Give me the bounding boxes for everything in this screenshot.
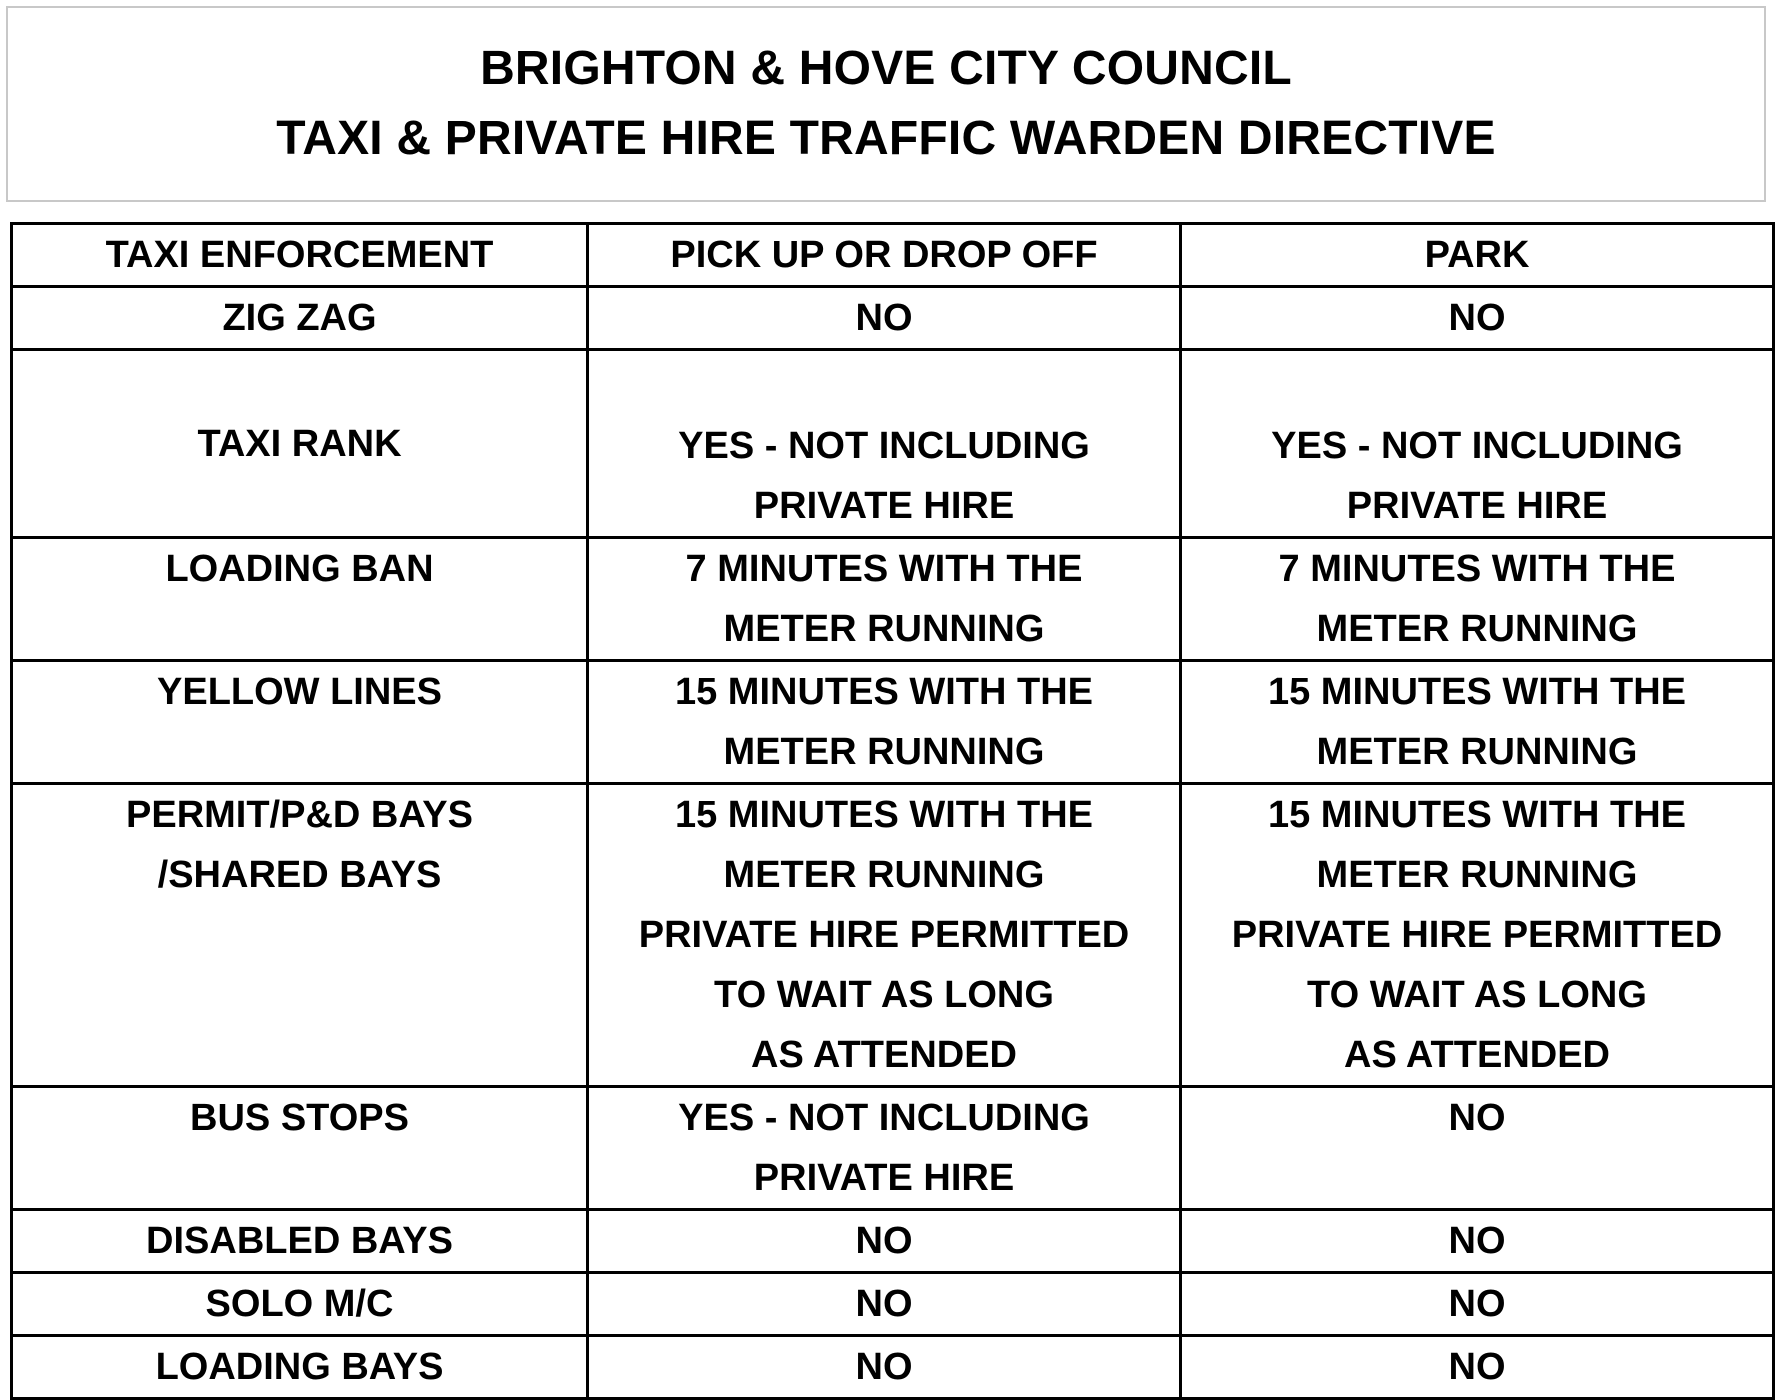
pickup-cell <box>588 287 1181 350</box>
row-label: LOADING BAYS <box>155 1346 444 1388</box>
park-value: 15 MINUTES WITH THE <box>1267 794 1687 836</box>
pickup-value: 15 MINUTES WITH THE <box>674 794 1094 836</box>
pickup-value: YES - NOT INCLUDING <box>678 425 1090 467</box>
pickup-value: YES - NOT INCLUDING <box>678 1097 1090 1139</box>
table-row <box>12 784 1774 1087</box>
pickup-value: AS ATTENDED <box>751 1034 1017 1076</box>
row-label-cell <box>12 1273 588 1336</box>
row-label: ZIG ZAG <box>222 297 377 339</box>
row-label: TAXI RANK <box>197 422 402 465</box>
pickup-value: 7 MINUTES WITH THE <box>685 548 1083 590</box>
row-label-cell <box>12 1087 588 1210</box>
column-header-enforcement: TAXI ENFORCEMENT <box>12 224 588 287</box>
park-cell <box>1181 1087 1774 1210</box>
row-label-cell <box>12 538 588 661</box>
park-cell <box>1181 1336 1774 1399</box>
table-row <box>12 1087 1774 1210</box>
row-label-cell <box>12 1210 588 1273</box>
pickup-value: NO <box>855 1283 913 1325</box>
park-value: 7 MINUTES WITH THE <box>1278 548 1676 590</box>
table-row <box>12 1273 1774 1336</box>
row-label-cell <box>12 661 588 784</box>
row-label: DISABLED BAYS <box>146 1220 453 1262</box>
row-label-cell <box>12 287 588 350</box>
row-label: PERMIT/P&D BAYS <box>126 794 473 836</box>
park-cell <box>1181 661 1774 784</box>
pickup-cell <box>588 1273 1181 1336</box>
park-value: PRIVATE HIRE <box>1346 485 1608 527</box>
pickup-cell <box>588 1210 1181 1273</box>
park-value: NO <box>1448 297 1506 339</box>
pickup-value: NO <box>855 1346 913 1388</box>
row-label-cell <box>12 350 588 538</box>
pickup-value: METER RUNNING <box>723 608 1045 650</box>
park-cell <box>1181 287 1774 350</box>
table-row <box>12 1210 1774 1273</box>
park-value: METER RUNNING <box>1316 731 1638 773</box>
pickup-value: 15 MINUTES WITH THE <box>674 671 1094 713</box>
document-header <box>6 6 1766 202</box>
park-value: NO <box>1448 1220 1506 1262</box>
pickup-cell <box>588 350 1181 538</box>
row-label: SOLO M/C <box>205 1283 394 1325</box>
pickup-value: TO WAIT AS LONG <box>714 974 1054 1016</box>
table-row <box>12 1336 1774 1399</box>
park-value: 15 MINUTES WITH THE <box>1267 671 1687 713</box>
row-label-cell <box>12 1336 588 1399</box>
council-name-heading: BRIGHTON & HOVE CITY COUNCIL <box>480 42 1292 95</box>
pickup-value: NO <box>855 1220 913 1262</box>
park-value: AS ATTENDED <box>1344 1034 1610 1076</box>
park-value: NO <box>1448 1346 1506 1388</box>
row-label: YELLOW LINES <box>157 671 442 713</box>
pickup-cell <box>588 784 1181 1087</box>
pickup-value: METER RUNNING <box>723 731 1045 773</box>
pickup-value: NO <box>855 297 913 339</box>
park-cell <box>1181 1273 1774 1336</box>
park-value: YES - NOT INCLUDING <box>1271 425 1683 467</box>
column-header-pickup: PICK UP OR DROP OFF <box>588 224 1181 287</box>
park-value: METER RUNNING <box>1316 608 1638 650</box>
park-cell <box>1181 1210 1774 1273</box>
park-cell <box>1181 784 1774 1087</box>
pickup-cell <box>588 1336 1181 1399</box>
pickup-value: METER RUNNING <box>723 854 1045 896</box>
park-value: METER RUNNING <box>1316 854 1638 896</box>
row-label: /SHARED BAYS <box>157 854 442 896</box>
park-value: NO <box>1448 1283 1506 1325</box>
pickup-cell <box>588 1087 1181 1210</box>
park-value: PRIVATE HIRE PERMITTED <box>1231 914 1723 956</box>
park-value: NO <box>1448 1097 1506 1139</box>
pickup-cell <box>588 661 1181 784</box>
pickup-value: PRIVATE HIRE PERMITTED <box>638 914 1130 956</box>
row-label: BUS STOPS <box>190 1097 409 1139</box>
column-header-park: PARK <box>1181 224 1774 287</box>
table-row <box>12 350 1774 538</box>
table-row <box>12 538 1774 661</box>
table-row <box>12 287 1774 350</box>
row-label: LOADING BAN <box>165 548 434 590</box>
table-header-row <box>12 224 1774 287</box>
pickup-value: PRIVATE HIRE <box>753 485 1015 527</box>
enforcement-table <box>10 222 1775 1400</box>
park-cell <box>1181 350 1774 538</box>
pickup-cell <box>588 538 1181 661</box>
park-value: TO WAIT AS LONG <box>1307 974 1647 1016</box>
pickup-value: PRIVATE HIRE <box>753 1157 1015 1199</box>
park-cell <box>1181 538 1774 661</box>
directive-title-heading: TAXI & PRIVATE HIRE TRAFFIC WARDEN DIRECTIVE <box>276 112 1496 165</box>
row-label-cell <box>12 784 588 1087</box>
table-row <box>12 661 1774 784</box>
